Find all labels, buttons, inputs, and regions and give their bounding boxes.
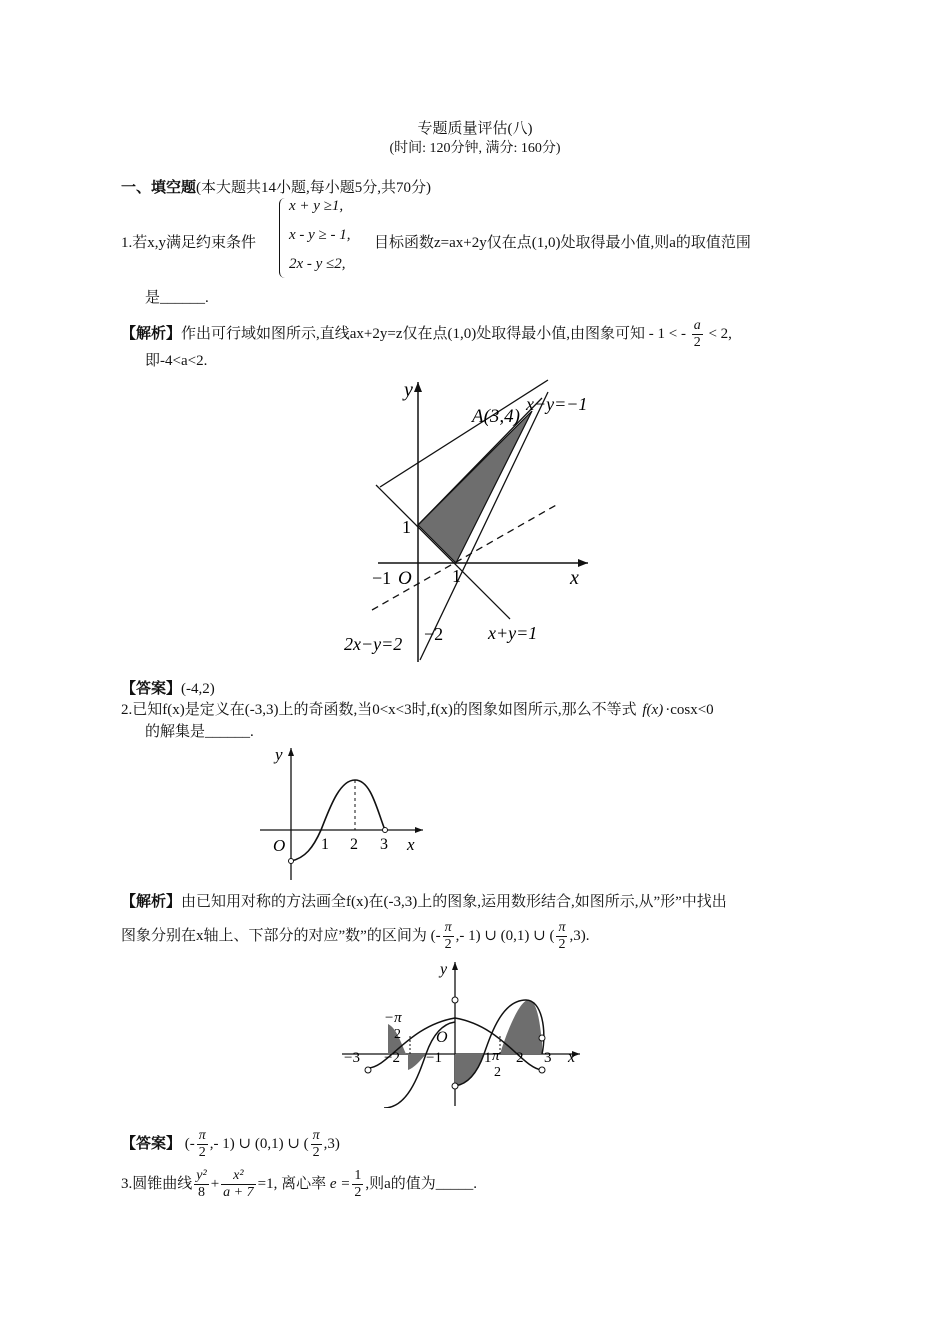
- constraint-system: [279, 196, 371, 280]
- svg-text:1: 1: [321, 836, 329, 853]
- f-graph-figure: [255, 740, 430, 885]
- svg-text:2: 2: [350, 836, 358, 853]
- section-desc: (本大题共14小题,每小题5分,共70分): [196, 180, 432, 196]
- svg-text:y: y: [275, 745, 283, 764]
- q1-analysis-2: 即-4<a<2.: [145, 353, 208, 369]
- q1-answer: [121, 677, 215, 698]
- svg-text:1: 1: [484, 1050, 492, 1066]
- feasible-region: [418, 411, 532, 563]
- page-title: 专题质量评估(八): [417, 121, 533, 137]
- fig1-tick-neg2: −2: [424, 624, 444, 644]
- constraint-3: 2x - y ≤2,: [289, 256, 346, 272]
- answer-tag-2: 【答案】: [121, 1135, 182, 1152]
- fig1-x-label: x: [570, 567, 579, 589]
- svg-text:3: 3: [380, 836, 388, 853]
- q3-text: 3.圆锥曲线 $\frac{\text{y²}}{8}$ + $\frac{\text{x²}}{a + 7}$ =1, 离心率 e = $\frac{1}{2}$ ,则a的值为_____.: [121, 1168, 478, 1200]
- q2-analysis: [121, 890, 727, 911]
- x-axis-arrow: [578, 559, 588, 567]
- answer-tag: 【答案】: [121, 681, 182, 697]
- svg-text:−π: −π: [384, 1010, 402, 1026]
- q2-stem: 2.已知f(x)是定义在(-3,3)上的奇函数,当0<x<3时,f(x)的图象如图所示,那么不等式: [121, 702, 637, 718]
- svg-text:π: π: [492, 1048, 500, 1064]
- fig1-label-l1: x−y=−1: [526, 394, 588, 414]
- q2-tail: ·cosx<0: [665, 702, 714, 718]
- q2-analysis-line2: 图象分别在x轴上、下部分的对应”数”的区间为 (- $\frac{\pi}{2}$ ,- 1) ∪ (0,1) ∪ ( $\frac{\pi}{2}$ ,3).: [121, 920, 590, 952]
- fig1-point-A: A(3,4): [472, 406, 521, 427]
- svg-text:O: O: [273, 836, 286, 855]
- fig1-y-label: y: [404, 379, 413, 401]
- q1-analysis: [121, 318, 732, 351]
- q1-blank: 是______.: [145, 290, 209, 306]
- svg-text:−3: −3: [344, 1050, 360, 1066]
- svg-text:O: O: [436, 1029, 448, 1046]
- answer-value: (-4,2): [181, 681, 215, 697]
- y-axis-arrow: [414, 382, 422, 392]
- q2-blank: 的解集是______.: [145, 724, 254, 740]
- svg-text:2: 2: [494, 1065, 501, 1080]
- left-brace: [279, 198, 288, 278]
- fig1-label-l3: 2x−y=2: [344, 634, 403, 654]
- section-label: 一、填空题: [121, 180, 197, 196]
- q2-analysis-line1: 由已知用对称的方法画全f(x)在(-3,3)上的图象,运用数形结合,如图所示,从”形”中找出: [181, 894, 727, 910]
- svg-text:x: x: [407, 835, 415, 854]
- feasible-region-figure: [320, 372, 620, 672]
- page-subtitle: (时间: 120分钟, 满分: 160分): [389, 141, 561, 156]
- constraint-2: x - y ≥ - 1,: [289, 227, 351, 243]
- fig1-tick-x1: 1: [452, 566, 461, 586]
- q1-text: 目标函数z=ax+2y仅在点(1,0)处取得最小值,则a的取值范围: [374, 235, 751, 251]
- fig1-tick-y1: 1: [402, 517, 411, 537]
- svg-text:2: 2: [516, 1050, 524, 1066]
- fig1-origin: O: [398, 568, 412, 589]
- svg-text:y: y: [440, 961, 448, 978]
- analysis-text: 作出可行域如图所示,直线ax+2y=z仅在点(1,0)处取得最小值,由图象可知: [181, 325, 645, 342]
- f-curve: [291, 780, 385, 861]
- fig1-label-l2: x+y=1: [488, 623, 538, 643]
- q1-prefix: 1.若x,y满足约束条件: [121, 235, 257, 251]
- ineq-left: - 1 < -: [648, 325, 686, 342]
- section-heading: [121, 176, 431, 197]
- q2-text: [121, 698, 714, 719]
- symmetric-graph-figure: [338, 956, 586, 1108]
- svg-text:−2: −2: [384, 1050, 400, 1066]
- constraint-1: x + y ≥1,: [289, 198, 344, 214]
- analysis-tag-2: 【解析】: [121, 894, 182, 910]
- q2-answer: 【答案】 (- $\frac{\pi}{2}$ ,- 1) ∪ (0,1) ∪ ( $\frac{\pi}{2}$ ,3): [121, 1128, 340, 1160]
- fig1-tick-neg1: −1: [372, 568, 392, 588]
- q2-fx: f(x): [642, 702, 664, 718]
- svg-text:3: 3: [544, 1050, 552, 1066]
- ineq-right: < 2,: [708, 325, 732, 342]
- svg-text:2: 2: [394, 1027, 401, 1042]
- analysis-tag: 【解析】: [121, 325, 182, 342]
- svg-text:x: x: [568, 1049, 576, 1066]
- fraction-a-over-2: $\frac{a}{2}$: [693, 318, 701, 350]
- svg-text:−1: −1: [426, 1050, 442, 1066]
